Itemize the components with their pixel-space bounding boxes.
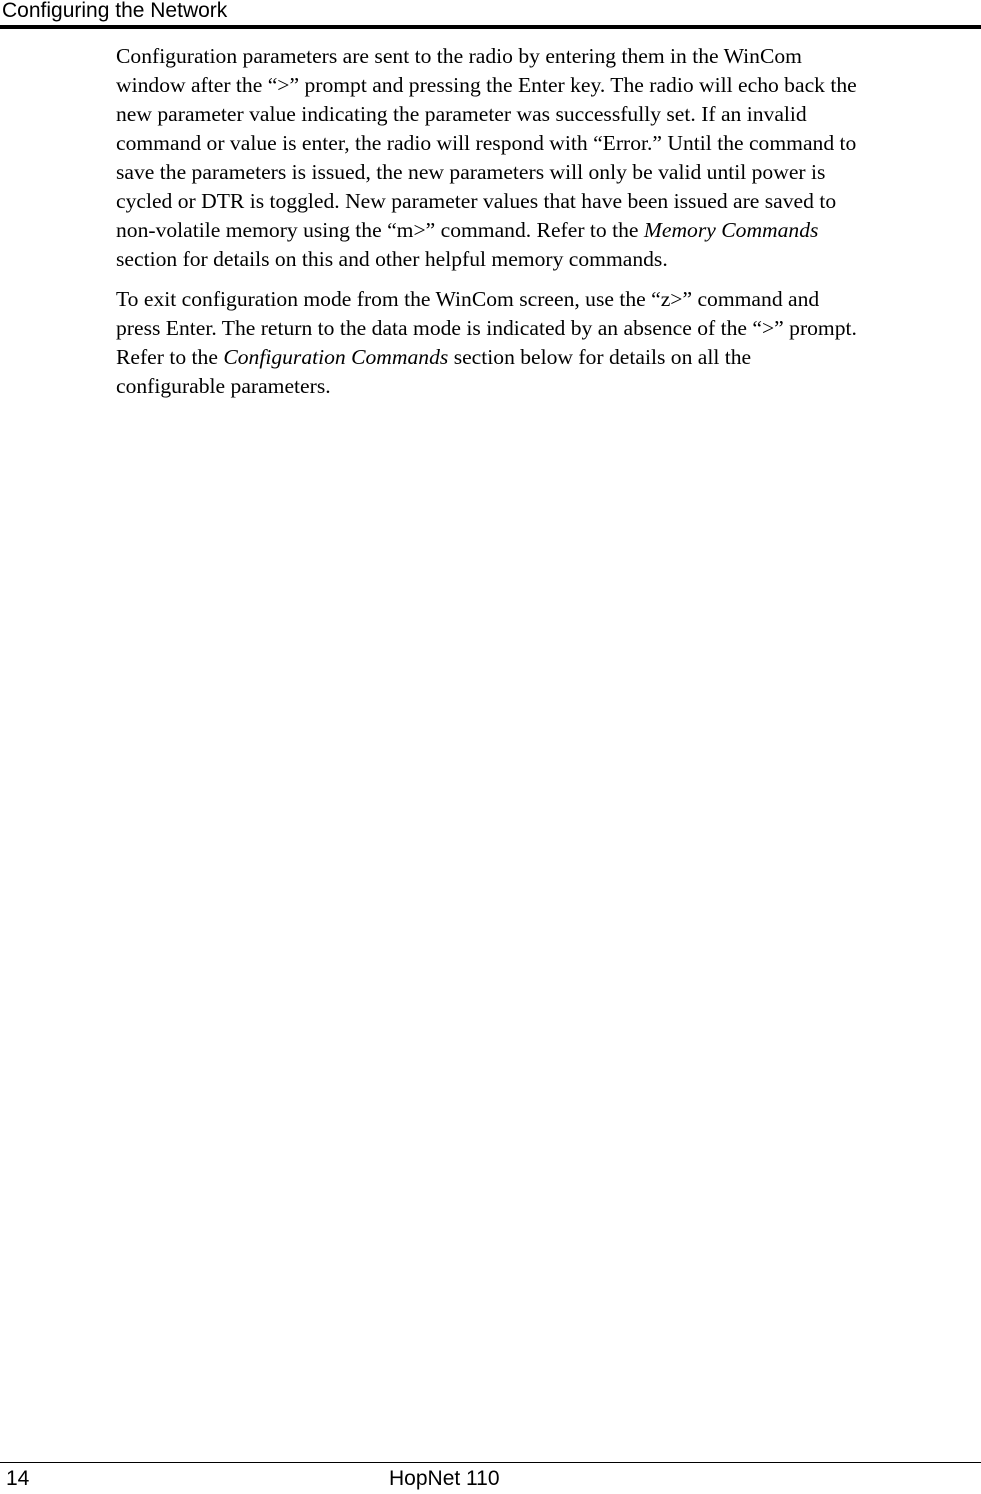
text-line: new parameter value indicating the parameter was successfully set. If an invalid — [116, 102, 807, 126]
text-line: Configuration parameters are sent to the radio by entering them in the WinCom — [116, 44, 802, 68]
text-line: save the parameters is issued, the new parameters will only be valid until power is — [116, 160, 826, 184]
section-title: Configuring the Network — [2, 0, 228, 22]
page-number: 14 — [6, 1467, 30, 1490]
body-text — [116, 42, 978, 401]
text-run: non-volatile memory using the “m>” command. Refer to the — [116, 218, 644, 242]
configuration-commands-reference: Configuration Commands — [223, 345, 449, 369]
text-line: press Enter. The return to the data mode is indicated by an absence of the “>” prompt. — [116, 316, 857, 340]
text-line: To exit configuration mode from the WinCom screen, use the “z>” command and — [116, 287, 820, 311]
page-header — [0, 0, 981, 30]
text-line — [116, 216, 978, 245]
text-run: section below for details on all the — [448, 345, 752, 369]
text-line: cycled or DTR is toggled. New parameter values that have been issued are saved to — [116, 189, 837, 213]
text-line: command or value is enter, the radio will respond with “Error.” Until the command to — [116, 131, 857, 155]
paragraph-configuration-parameters — [116, 42, 978, 274]
text-line: window after the “>” prompt and pressing the Enter key. The radio will echo back the — [116, 73, 857, 97]
memory-commands-reference: Memory Commands — [643, 218, 819, 242]
footer-divider — [0, 1462, 981, 1463]
product-name: HopNet 110 — [389, 1467, 500, 1490]
paragraph-exit-configuration — [116, 285, 978, 401]
text-line — [116, 343, 978, 372]
header-divider — [0, 25, 981, 29]
text-run: Refer to the — [116, 345, 224, 369]
text-line: section for details on this and other helpful memory commands. — [116, 247, 668, 271]
page-footer — [0, 1462, 981, 1494]
text-line: configurable parameters. — [116, 374, 331, 398]
